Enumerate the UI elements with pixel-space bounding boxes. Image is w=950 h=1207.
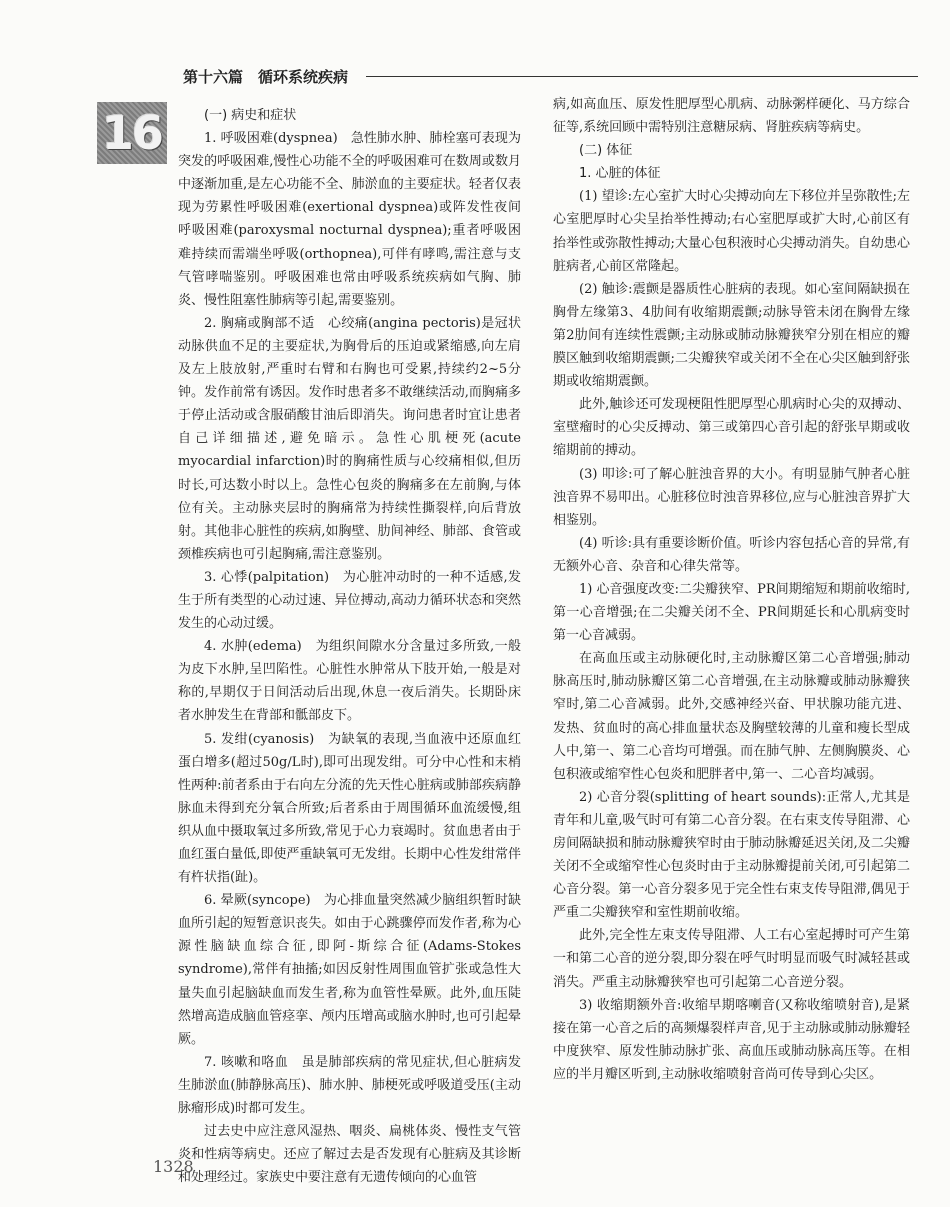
- paragraph-inspection: (1) 望诊:左心室扩大时心尖搏动向左下移位并呈弥散性;左心室肥厚时心尖呈抬举性搏动;右心室肥厚或扩大时,心前区有抬举性或弥散性搏动;大量心包积液时心尖搏动消失。自幼患心脏病者,心前区常隆起。: [553, 189, 910, 274]
- sub-heading-cardiac-signs: 1. 心脏的体征: [579, 166, 661, 182]
- paragraph-paradoxical-split: 此外,完全性左束支传导阻滞、人工右心室起搏时可产生第一和第二心音的逆分裂,即分裂在呼气时明显而吸气时减轻甚或消失。严重主动脉瓣狭窄也可引起第二心音逆分裂。: [553, 928, 910, 990]
- paragraph-past-history: 过去史中应注意风湿热、咽炎、扁桃体炎、慢性支气管炎和性病等病史。还应了解过去是否发现有心脏病及其诊断和处理经过。家族史中要注意有无遗传倾向的心血管: [178, 1124, 521, 1186]
- paragraph-auscultation: (4) 听诊:具有重要诊断价值。听诊内容包括心音的异常,有无额外心音、杂音和心律失常等。: [553, 535, 910, 574]
- paragraph-second-sound: 在高血压或主动脉硬化时,主动脉瓣区第二心音增强;肺动脉高压时,肺动脉瓣区第二心音增强,在主动脉瓣或肺动脉瓣狭窄时,第二心音减弱。此外,交感神经兴奋、甲状腺功能亢进、发热、贫血时的高心排血量状态及胸壁较薄的儿童和瘦长型成人中,第一、第二心音均可增强。而在肺气肿、左侧胸膜炎、心包积液或缩窄性心包炎和肥胖者中,第一、二心音均减弱。: [553, 651, 910, 782]
- page-number: 1328: [153, 1157, 194, 1176]
- paragraph-heart-sound-intensity: 1) 心音强度改变:二尖瓣狭窄、PR间期缩短和期前收缩时,第一心音增强;在二尖瓣关闭不全、PR间期延长和心肌病变时第一心音减弱。: [553, 581, 910, 644]
- paragraph-dyspnea: 1. 呼吸困难(dyspnea) 急性肺水肿、肺栓塞可表现为突发的呼吸困难,慢性心功能不全的呼吸困难可在数周或数月中逐渐加重,是左心功能不全、肺淤血的主要症状。轻者仅表现为劳累性呼吸困难(exertional dyspnea)或阵发性夜间呼吸困难(paroxysmal nocturnal dyspnea);重者呼吸困难持续而需端坐呼吸(orthopnea),可伴有哮鸣,需注意与支气管哮喘鉴别。呼吸困难也常由呼吸系统疾病如气胸、肺炎、慢性阻塞性肺病等引起,需要鉴别。: [178, 131, 521, 308]
- paragraph-syncope: 6. 晕厥(syncope) 为心排血量突然减少脑组织暂时缺血所引起的短暂意识丧失。如由于心跳骤停而发作者,称为心源性脑缺血综合征,即阿-斯综合征(Adams-Stokes syndrome),常伴有抽搐;如因反射性周围血管扩张或急性大量失血引起脑缺血而发生者,称为血管性晕厥。此外,血压陡然增高造成脑血管痉挛、颅内压增高或脑水肿时,也可引起晕厥。: [178, 893, 521, 1047]
- paragraph-palpation-more: 此外,触诊还可发现梗阻性肥厚型心肌病时心尖的双搏动、室壁瘤时的心尖反搏动、第三或第四心音引起的舒张早期或收缩期前的搏动。: [553, 397, 910, 459]
- paragraph-percussion: (3) 叩诊:可了解心脏浊音界的大小。有明显肺气肿者心脏浊音界不易叩出。心脏移位时浊音界移位,应与心脏浊音界扩大相鉴别。: [553, 466, 910, 528]
- left-column: [178, 104, 521, 1189]
- paragraph-family-history-cont: 病,如高血压、原发性肥厚型心肌病、动脉粥样硬化、马方综合征等,系统回顾中需特别注意糖尿病、肾脏疾病等病史。: [553, 97, 910, 136]
- paragraph-chest-pain: 2. 胸痛或胸部不适 心绞痛(angina pectoris)是冠状动脉供血不足的主要症状,为胸骨后的压迫或紧缩感,向左肩及左上肢放射,严重时右臂和右胸也可受累,持续约2~5分钟。发作前常有诱因。发作时患者多不敢继续活动,而胸痛多于停止活动或含服硝酸甘油后即消失。询问患者时宜让患者自己详细描述,避免暗示。急性心肌梗死(acute myocardial infarction)时的胸痛性质与心绞痛相似,但历时长,可达数小时以上。急性心包炎的胸痛多在左前胸,与体位有关。主动脉夹层时的胸痛常为持续性撕裂样,向后背放射。其他非心脏性的疾病,如胸壁、肋间神经、肺部、食管或颈椎疾病也可引起胸痛,需注意鉴别。: [178, 315, 521, 562]
- paragraph-palpitation: 3. 心悸(palpitation) 为心脏冲动时的一种不适感,发生于所有类型的心动过速、异位搏动,高动力循环状态和突然发生的心动过缓。: [178, 569, 521, 632]
- paragraph-cough-hemoptysis: 7. 咳嗽和咯血 虽是肺部疾病的常见症状,但心脏病发生肺淤血(肺静脉高压)、肺水肿、肺梗死或呼吸道受压(主动脉瘤形成)时都可发生。: [178, 1054, 521, 1117]
- running-header: [183, 66, 918, 92]
- paragraph-systolic-extra-sounds: 3) 收缩期额外音:收缩早期喀喇音(又称收缩喷射音),是紧接在第一心音之后的高频爆裂样声音,见于主动脉或肺动脉瓣轻中度狭窄、原发性肺动脉扩张、高血压或肺动脉高压等。在相应的半月瓣区听到,主动脉收缩喷射音尚可传导到心尖区。: [553, 997, 910, 1082]
- section-heading-signs: (二) 体征: [579, 143, 633, 159]
- paragraph-splitting: 2) 心音分裂(splitting of heart sounds):正常人,尤其是青年和儿童,吸气时可有第二心音分裂。在右束支传导阻滞、心房间隔缺损和肺动脉瓣狭窄时由于肺动脉瓣延迟关闭,及二尖瓣关闭不全或缩窄性心包炎时由于主动脉瓣提前关闭,可引起第二心音分裂。第一心音分裂多见于完全性右束支传导阻滞,偶见于严重二尖瓣狭窄和室性期前收缩。: [553, 789, 910, 921]
- section-heading-history: (一) 病史和症状: [204, 108, 297, 123]
- paragraph-palpation: (2) 触诊:震颤是器质性心脏病的表现。如心室间隔缺损在胸骨左缘第3、4肋间有收缩期震颤;动脉导管未闭在胸骨左缘第2肋间有连续性震颤;主动脉或肺动脉瓣狭窄分别在相应的瓣膜区触到收缩期震颤;二尖瓣狭窄或关闭不全在心尖区触到舒张期或收缩期震颤。: [553, 281, 910, 390]
- chapter-number: 16: [101, 106, 162, 160]
- chapter-title: 第十六篇 循环系统疾病: [183, 68, 349, 86]
- chapter-number-badge: [97, 102, 167, 164]
- paragraph-cyanosis: 5. 发绀(cyanosis) 为缺氧的表现,当血液中还原血红蛋白增多(超过50g/L时),即可出现发绀。可分中心性和末梢性两种:前者系由于右向左分流的先天性心脏病或肺部疾病静脉血未得到充分氧合所致;后者系由于周围循环血流缓慢,组织从血中摄取氧过多所致,常见于心力衰竭时。贫血患者由于血红蛋白量低,即使严重缺氧可无发绀。长期中心性发绀常伴有杵状指(趾)。: [178, 731, 521, 886]
- right-column: [553, 93, 910, 1086]
- paragraph-edema: 4. 水肿(edema) 为组织间隙水分含量过多所致,一般为皮下水肿,呈凹陷性。心脏性水肿常从下肢开始,一般是对称的,早期仅于日间活动后出现,休息一夜后消失。长期卧床者水肿发生在背部和骶部皮下。: [178, 639, 521, 724]
- header-rule: [366, 76, 918, 77]
